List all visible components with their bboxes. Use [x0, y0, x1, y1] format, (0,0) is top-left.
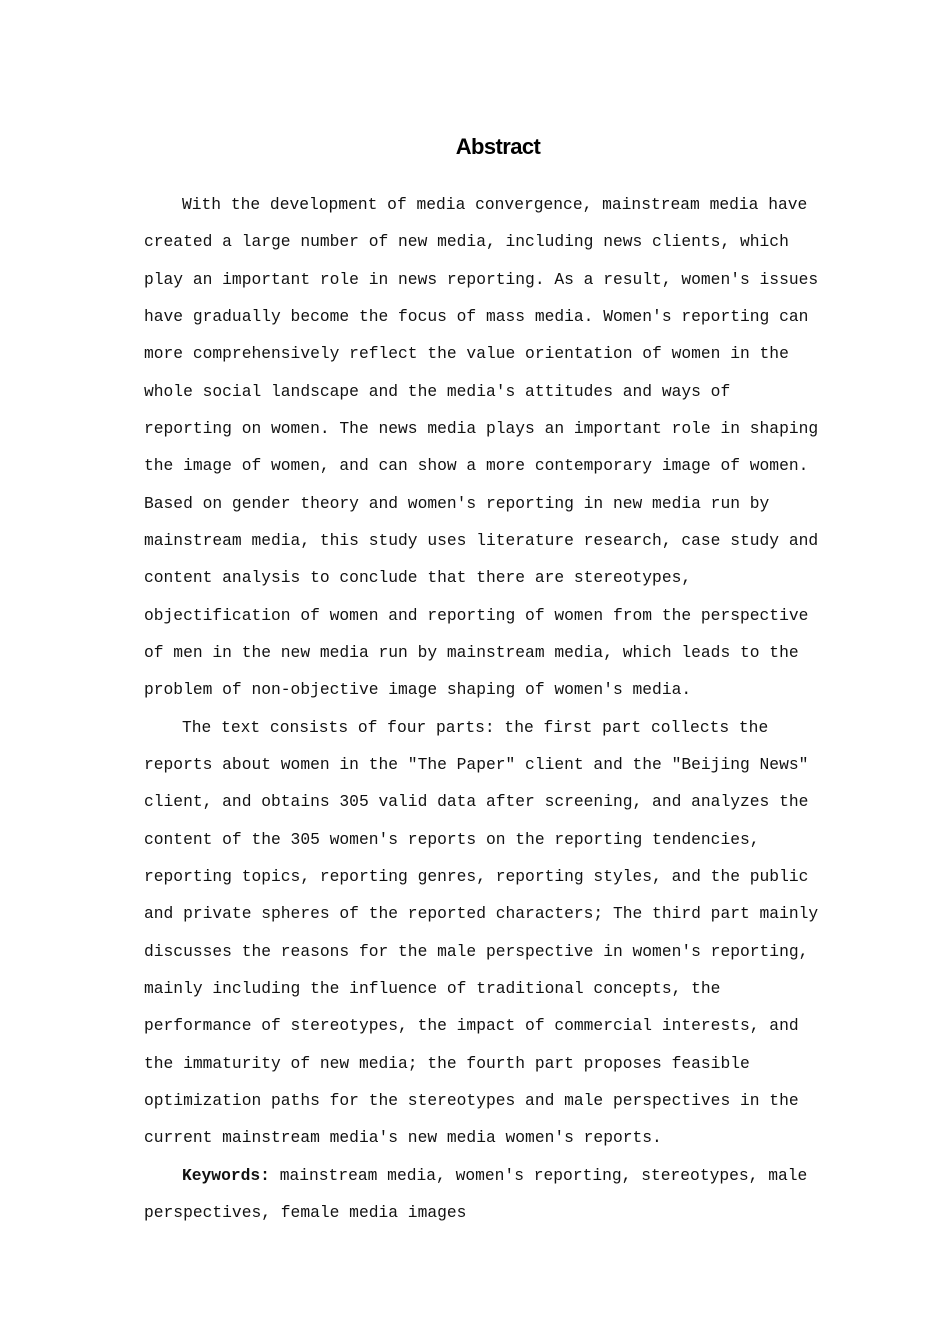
abstract-paragraph-2: The text consists of four parts: the first part collects the reports about women in the "The Paper" client and the "Beijing News" client, and obtains 305 valid data after screening, and analyzes the content of the 305 women's reports on the reporting tendencies, reporting topics, reporting genres, reporting styles, and the public and private spheres of the reported characters; The third part mainly discusses the reasons for the male perspective in women's reporting, mainly including the influence of traditional concepts, the performance of stereotypes, the impact of commercial interests, and the immaturity of new media; the fourth part proposes feasible optimization paths for the stereotypes and male perspectives in the current mainstream media's new media women's reports. — [144, 717, 819, 1148]
keywords-paragraph — [144, 1157, 824, 1232]
abstract-body — [144, 186, 824, 1231]
keywords-label: Keywords: — [182, 1165, 270, 1185]
abstract-paragraph-1: With the development of media convergence, mainstream media have created a large number of new media, including news clients, which play an important role in news reporting. As a result, women's issues have gradually become the focus of mass media. Women's reporting can more comprehensively reflect the value orientation of women in the whole social landscape and the media's attitudes and ways of reporting on women. The news media plays an important role in shaping the image of women, and can show a more contemporary image of women. Based on gender theory and women's reporting in new media run by mainstream media, this study uses literature research, case study and content analysis to conclude that there are stereotypes, objectification of women and reporting of women from the perspective of men in the new media run by mainstream media, which leads to the problem of non-objective image shaping of women's media. — [144, 195, 819, 700]
keywords-text: mainstream media, women's reporting, stereotypes, male perspectives, female media images — [144, 1165, 808, 1222]
abstract-title: Abstract — [455, 134, 541, 159]
